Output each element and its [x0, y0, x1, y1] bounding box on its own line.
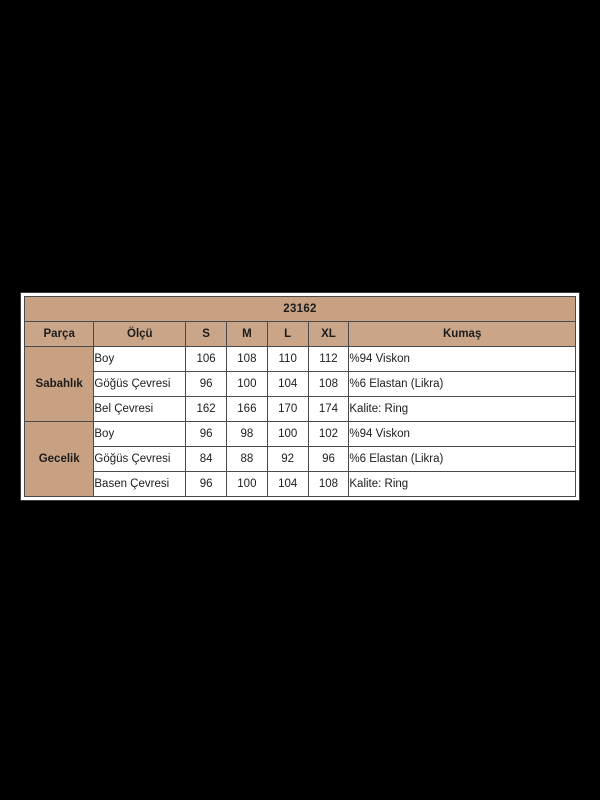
measure-label: Bel Çevresi — [94, 397, 186, 422]
value-m: 166 — [226, 397, 267, 422]
value-xl: 108 — [308, 472, 349, 497]
table-row — [25, 472, 576, 497]
header-fabric: Kumaş — [349, 322, 576, 347]
header-measure: Ölçü — [94, 322, 186, 347]
size-chart-card — [20, 292, 580, 501]
header-size-s: S — [186, 322, 227, 347]
header-size-xl: XL — [308, 322, 349, 347]
fabric-detail: %94 Viskon — [349, 347, 576, 372]
header-size-l: L — [267, 322, 308, 347]
value-xl: 174 — [308, 397, 349, 422]
value-m: 98 — [226, 422, 267, 447]
value-l: 110 — [267, 347, 308, 372]
value-xl: 96 — [308, 447, 349, 472]
header-part: Parça — [25, 322, 94, 347]
value-xl: 108 — [308, 372, 349, 397]
value-l: 104 — [267, 472, 308, 497]
measure-label: Basen Çevresi — [94, 472, 186, 497]
fabric-detail: Kalite: Ring — [349, 397, 576, 422]
table-row — [25, 397, 576, 422]
measure-label: Boy — [94, 422, 186, 447]
group-label-sabahlik: Sabahlık — [25, 347, 94, 422]
table-row — [25, 347, 576, 372]
measure-label: Göğüs Çevresi — [94, 447, 186, 472]
value-l: 104 — [267, 372, 308, 397]
table-row — [25, 447, 576, 472]
fabric-detail: %6 Elastan (Likra) — [349, 447, 576, 472]
value-m: 108 — [226, 347, 267, 372]
header-size-m: M — [226, 322, 267, 347]
value-l: 100 — [267, 422, 308, 447]
value-s: 96 — [186, 472, 227, 497]
value-s: 106 — [186, 347, 227, 372]
value-s: 96 — [186, 422, 227, 447]
value-l: 92 — [267, 447, 308, 472]
size-chart-table — [24, 296, 576, 497]
table-header-row — [25, 322, 576, 347]
table-title-row — [25, 297, 576, 322]
value-m: 100 — [226, 472, 267, 497]
value-l: 170 — [267, 397, 308, 422]
product-code: 23162 — [25, 297, 576, 322]
fabric-detail: %6 Elastan (Likra) — [349, 372, 576, 397]
value-s: 96 — [186, 372, 227, 397]
value-xl: 102 — [308, 422, 349, 447]
value-m: 100 — [226, 372, 267, 397]
group-label-gecelik: Gecelik — [25, 422, 94, 497]
fabric-detail: %94 Viskon — [349, 422, 576, 447]
measure-label: Boy — [94, 347, 186, 372]
table-row — [25, 372, 576, 397]
table-row — [25, 422, 576, 447]
value-m: 88 — [226, 447, 267, 472]
value-s: 84 — [186, 447, 227, 472]
value-s: 162 — [186, 397, 227, 422]
fabric-detail: Kalite: Ring — [349, 472, 576, 497]
measure-label: Göğüs Çevresi — [94, 372, 186, 397]
value-xl: 112 — [308, 347, 349, 372]
